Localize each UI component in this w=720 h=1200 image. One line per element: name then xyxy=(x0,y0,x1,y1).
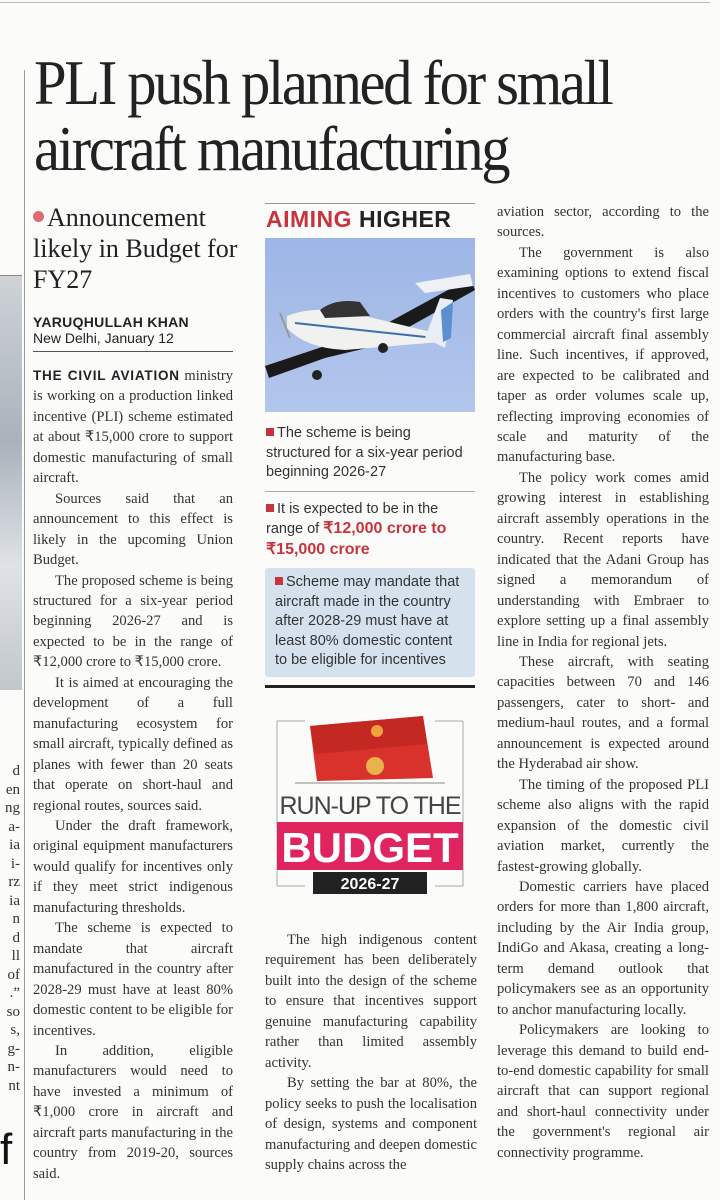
paragraph-text: In addition, eligible manufacturers would need to have invested a minimum of ₹1,000 crore in aircraft and aircraft parts manufacturing in the country from 2019-20, sources said. xyxy=(33,1042,233,1182)
article-paragraph: Policymakers are looking to leverage this demand to build end-to-end domestic capability for small aircraft that can support regional and short-haul connectivity under the government's regional air connectivity programme. xyxy=(497,1022,709,1161)
adjacent-fragment: a- xyxy=(8,818,20,835)
article-paragraph: By setting the bar at 80%, the policy seeks to push the localisation of design, systems and component manufacturing and deepen domestic supply chains across the xyxy=(265,1075,477,1173)
article-paragraph xyxy=(33,918,233,1041)
paragraph-text: Sources said that an announcement to this effect is likely in the upcoming Union Budget. xyxy=(33,490,233,569)
sidebar-rule xyxy=(265,203,475,204)
sidebar-bullet-3-box xyxy=(265,568,475,677)
article-paragraph: The timing of the proposed PLI scheme also aligns with the rapid expansion of the domestic civil aviation market, currently the fastest-growing globally. xyxy=(497,776,709,875)
adjacent-fragment: g- xyxy=(7,1040,20,1057)
sidebar-title xyxy=(266,206,451,233)
adjacent-fragment: .” xyxy=(9,985,20,1001)
square-bullet-icon xyxy=(266,428,274,436)
adjacent-fragment: i- xyxy=(10,855,20,872)
column-divider xyxy=(24,70,25,1200)
paragraph-text: It is aimed at encouraging the development of a full manufacturing ecosystem for small aircraft, typically defined as planes with fewer than 20 seats that operate on short-haul and regional routes, sources said. xyxy=(33,674,233,814)
headline-line-2: aircraft manufacturing xyxy=(34,114,509,184)
byline xyxy=(33,314,233,352)
aircraft-photo xyxy=(265,238,475,412)
sidebar-bullet-2 xyxy=(265,500,475,561)
article-paragraph xyxy=(33,489,233,571)
adjacent-fragment: ia xyxy=(9,837,20,853)
bullet-text: Scheme may mandate that aircraft made in the country after 2028-29 must have at least 80% domestic content to be eligible for incentives xyxy=(275,574,460,668)
article-column-1 xyxy=(33,366,233,1184)
sidebar-title-red: AIMING xyxy=(266,206,353,232)
paragraph-text: Under the draft framework, original equipment manufacturers would qualify for incentives only if they meet strict indigenous manufacturing thresholds. xyxy=(33,817,233,916)
article-paragraph xyxy=(33,816,233,918)
article-paragraph xyxy=(33,1041,233,1184)
sidebar-divider xyxy=(265,491,475,492)
adjacent-fragment: en xyxy=(5,781,20,798)
adjacent-fragment: so xyxy=(6,1003,20,1020)
adjacent-fragment: ia xyxy=(9,892,20,909)
paragraph-text: The proposed scheme is being structured for a six-year period beginning 2026-27 and is expected to be in the range of ₹12,000 crore to ₹15,000 crore. xyxy=(33,572,233,671)
budget-logo-line3: 2026-27 xyxy=(340,875,400,893)
sidebar-title-black: HIGHER xyxy=(358,206,452,232)
bullet-text: It is expected to be in the range of xyxy=(266,500,439,537)
article-paragraph: Domestic carriers have placed orders for more than 1,800 aircraft, including by the Air India group, IndiGo and Akasa, creating a long-term demand outlook that policymakers see as an opportunity to anchor manufacturing locally. xyxy=(497,878,709,1018)
adjacent-fragment: d xyxy=(12,929,20,946)
adjacent-article-letter: f xyxy=(0,1125,13,1174)
adjacent-fragment: of xyxy=(7,966,20,983)
adjacent-article-fragments xyxy=(0,762,20,1095)
bullet-highlight: ₹12,000 crore to ₹15,000 crore xyxy=(266,520,447,558)
paragraph-text: The scheme is expected to mandate that aircraft manufactured in the country after 2028-29 must have at least 80% domestic content to be eligible for incentives. xyxy=(33,920,233,1039)
sidebar-bottom-rule xyxy=(265,685,475,688)
article-paragraph: aviation sector, according to the sources. xyxy=(497,204,709,241)
adjacent-fragment: nt xyxy=(8,1077,20,1094)
square-bullet-icon xyxy=(266,504,274,512)
dek-text: Announcement likely in Budget for FY27 xyxy=(33,203,238,294)
adjacent-fragment: s, xyxy=(10,1022,20,1038)
article-paragraph: These aircraft, with seating capacities between 70 and 146 passengers, cater to short- and medium-haul routes, and a formal announcement is expected around the Hyderabad air show. xyxy=(497,653,709,773)
adjacent-fragment: ll xyxy=(11,948,20,964)
adjacent-fragment: d xyxy=(12,763,20,779)
adjacent-fragment: rz xyxy=(8,874,20,890)
article-paragraph: The government is also examining options to extend fiscal incentives to customers who place orders with the country's first large commercial aircraft final assembly line. Such incentives, if approved, are expected to be calibrated and taper as order volumes scale up, reflecting improving economies of scale and maturity of the manufacturing base. xyxy=(497,244,709,466)
article-paragraph xyxy=(33,673,233,816)
dateline: New Delhi, January 12 xyxy=(33,330,174,346)
bullet-dot-icon xyxy=(33,211,44,222)
square-bullet-icon xyxy=(275,577,283,585)
bullet-text: The scheme is being structured for a six-year period beginning 2026-27 xyxy=(266,425,463,480)
top-rule xyxy=(0,2,710,3)
budget-logo xyxy=(265,706,475,891)
article-paragraph xyxy=(33,366,233,489)
headline xyxy=(34,50,666,182)
dek xyxy=(33,202,243,295)
adjacent-fragment: n- xyxy=(7,1059,20,1075)
article-column-2 xyxy=(265,930,477,1175)
article-column-3 xyxy=(497,202,709,1163)
budget-logo-line1: RUN-UP TO THE xyxy=(279,791,461,820)
article-paragraph: The high indigenous content requirement has been deliberately built into the design of the scheme to ensure that incentives support genuine manufacturing capability rather than limited assembly activity. xyxy=(265,932,477,1071)
adjacent-fragment: ng xyxy=(5,800,20,816)
article-paragraph xyxy=(33,571,233,673)
headline-line-1: PLI push planned for small xyxy=(34,48,612,118)
adjacent-article-photo xyxy=(0,275,22,690)
article-paragraph: The policy work comes amid growing interest in establishing aircraft assembly operations in the country. Recent reports have indicated that the Adani Group has signed a memorandum of understanding with Embraer to explore setting up a final assembly line in India for regional jets. xyxy=(497,469,709,650)
budget-logo-line2: BUDGET xyxy=(281,823,459,871)
lead-kicker: THE CIVIL AVIATION xyxy=(33,368,180,383)
adjacent-fragment: n xyxy=(12,911,20,927)
sidebar-bullet-1 xyxy=(265,424,475,483)
author-name: YARUQHULLAH KHAN xyxy=(33,314,189,330)
sidebar-bullets xyxy=(265,424,475,891)
paragraph-text: ministry is working on a production linked incentive (PLI) scheme estimated at about ₹15,000 crore to support domestic manufacturing of small aircraft. xyxy=(33,368,233,487)
